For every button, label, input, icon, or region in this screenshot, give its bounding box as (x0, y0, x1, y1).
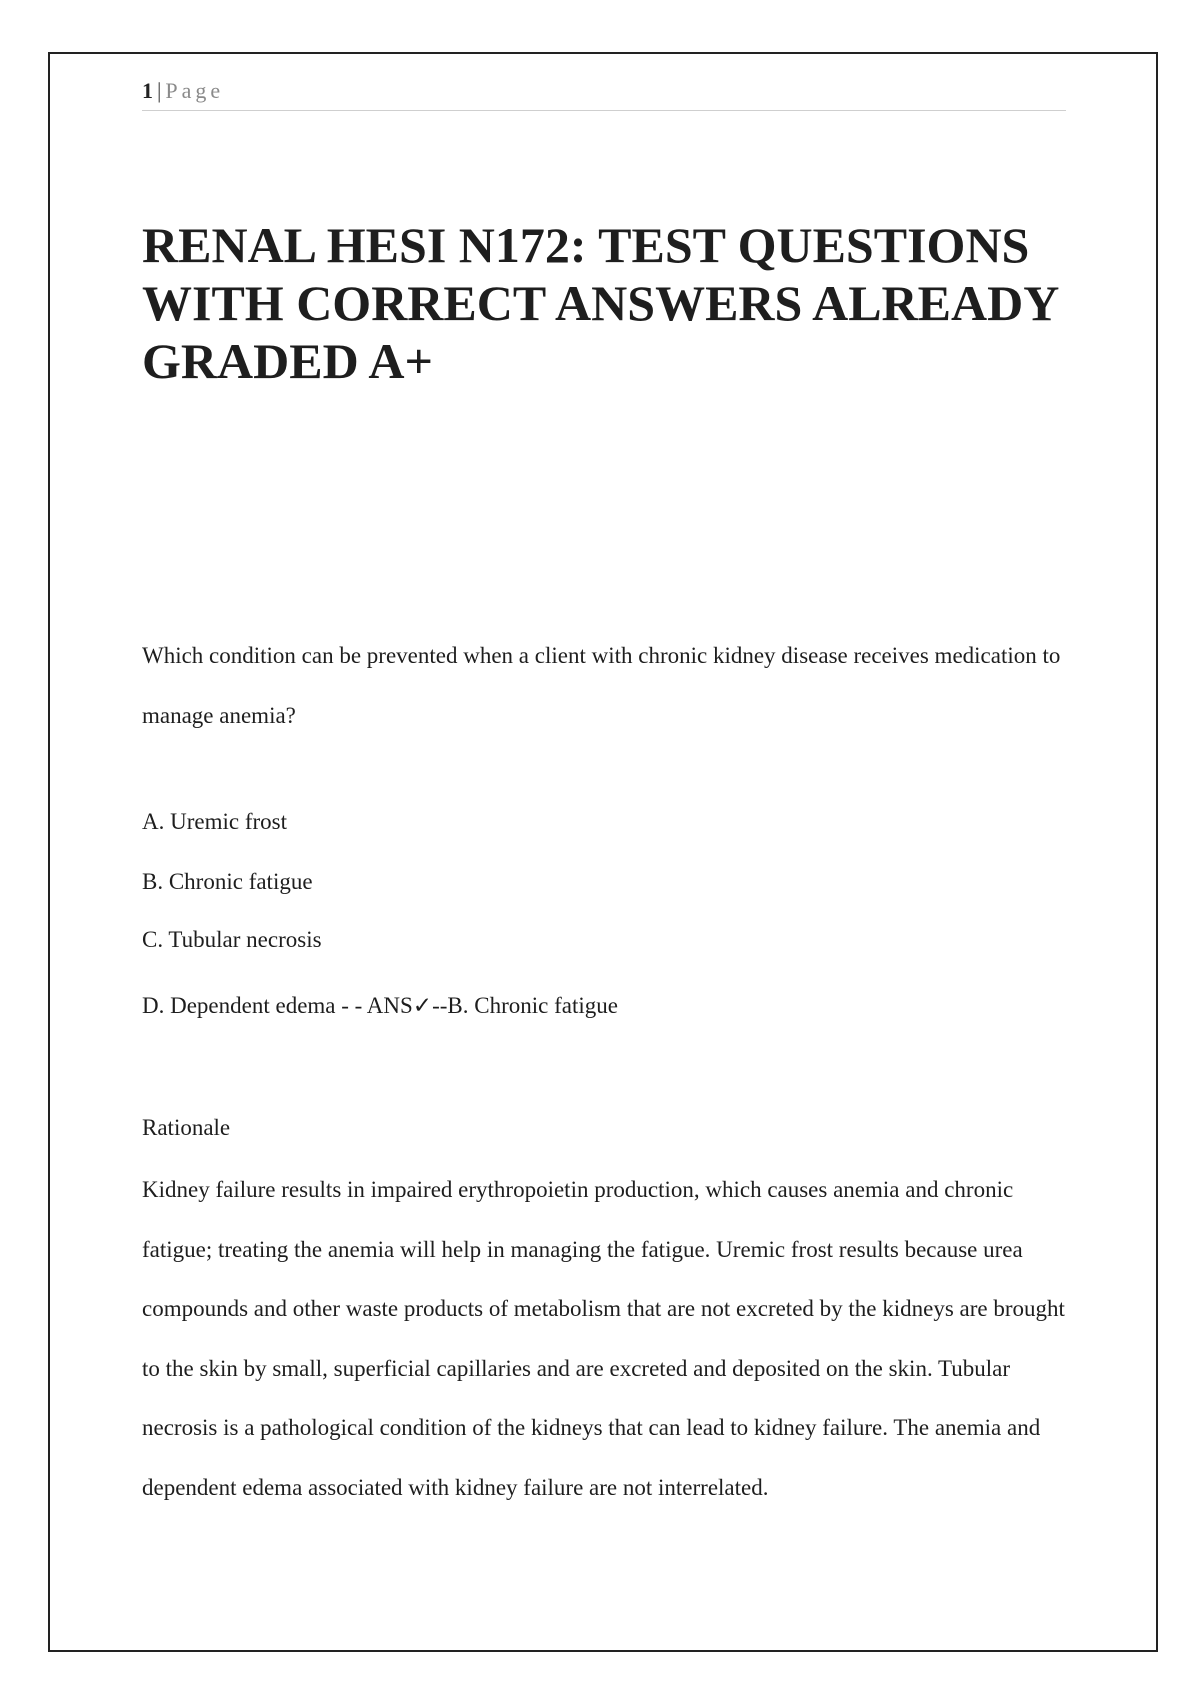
rationale-heading: Rationale (142, 1115, 231, 1140)
page-separator: | (157, 78, 162, 103)
page-label: Page (165, 78, 225, 103)
option-c: C. Tubular necrosis (142, 927, 322, 952)
option-b: B. Chronic fatigue (142, 869, 313, 894)
option-a: A. Uremic frost (142, 809, 287, 834)
rationale-body: Kidney failure results in impaired erythropoietin production, which causes anemia and chronic fatigue; treating the anemia will help in managing the fatigue. Uremic frost results because urea compounds and other waste products of metabolism that are not excreted by the kidneys are brought to the skin by small, superficial capillaries and are excreted and deposited on the skin. Tubular necrosis is a pathological condition of the kidneys that can lead to kidney failure. The anemia and dependent edema associated with kidney failure are not interrelated. (142, 1177, 1065, 1500)
page-number: 1 (142, 78, 153, 103)
question-text: Which condition can be prevented when a client with chronic kidney disease receives medication to manage anemia? (142, 643, 1061, 728)
page-header (142, 76, 1066, 111)
option-d-with-answer: D. Dependent edema - - ANS✓--B. Chronic fatigue (142, 993, 618, 1018)
document-title: RENAL HESI N172: TEST QUESTIONS WITH CORRECT ANSWERS ALREADY GRADED A+ (142, 217, 1060, 389)
